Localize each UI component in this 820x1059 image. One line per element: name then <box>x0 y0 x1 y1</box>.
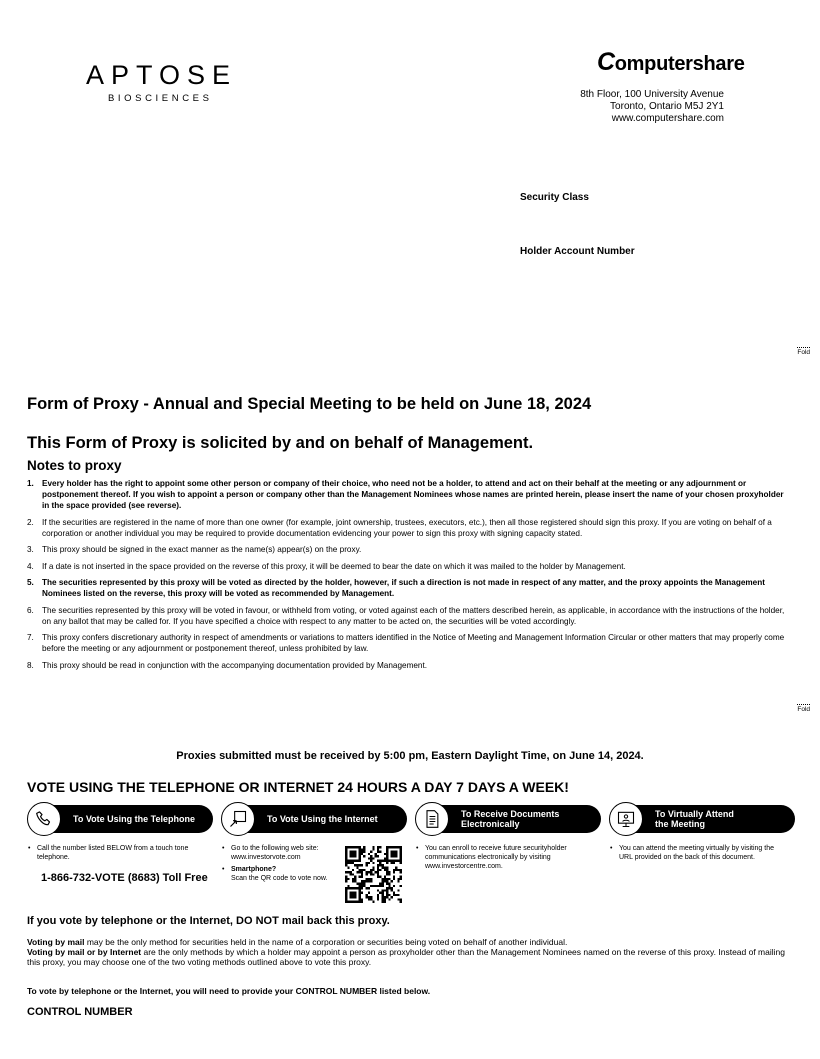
note-number: 5. <box>27 578 34 587</box>
note-item <box>27 544 787 555</box>
vote-phone-banner <box>43 805 213 833</box>
control-instruction: To vote by telephone or the Internet, you will need to provide your CONTROL NUMBER listed below. <box>27 986 431 996</box>
aptose-subtitle: BIOSCIENCES <box>108 93 213 104</box>
deadline-notice: Proxies submitted must be received by 5:00 pm, Eastern Daylight Time, on June 14, 2024. <box>176 750 644 762</box>
aptose-logo <box>86 60 266 104</box>
smartphone-title: Smartphone? <box>231 866 277 873</box>
computershare-logo <box>597 48 745 77</box>
smartphone-text: Scan the QR code to vote now. <box>231 875 328 882</box>
agent-address <box>580 89 724 125</box>
note-item <box>27 632 787 654</box>
qr-code[interactable] <box>345 846 402 903</box>
vote-heading: VOTE USING THE TELEPHONE OR INTERNET 24 HOURS A DAY 7 DAYS A WEEK! <box>27 779 569 795</box>
note-item <box>27 561 787 572</box>
cursor-click-icon <box>221 802 255 836</box>
note-text: If the securities are registered in the name of more than one owner (for example, joint ownership, trustees, executors, etc.), then all those registered should sign this proxy. If you are voting on behalf of a corporation or another individual you may be required to provide documentation evidencing your power to sign this proxy with signing capacity stated. <box>42 517 772 538</box>
vote-phone-bullet: • Call the number listed BELOW from a touch tone telephone. <box>27 844 213 862</box>
form-subtitle: This Form of Proxy is solicited by and on behalf of Management. <box>27 434 534 452</box>
virtual-meeting-banner <box>625 805 795 833</box>
note-item <box>27 660 787 671</box>
computershare-logo-initial: C <box>597 48 615 76</box>
note-text: The securities represented by this proxy will be voted in favour, or withheld from voting, or voted against each of the matters described herein, as applicable, in accordance with the instructions of the holder, on any ballot that may be called for. If you have specified a choice with respect to any matter to be acted on, the securities will be voted accordingly. <box>42 605 785 626</box>
note-text: Every holder has the right to appoint some other person or company of their choice, who need not be a holder, to attend and act on their behalf at the meeting or any adjournment or postponement thereof. If you wish to appoint a person or company other than the Management Nominees whose names are printed herein, please insert the name of your chosen proxyholder in the space provided (see reverse). <box>42 479 784 510</box>
vote-internet-bullet: • Go to the following web site: www.investorvote.com <box>221 844 339 862</box>
mail-text: are the only methods by which a holder may appoint a person as proxyholder other than the Management Nominees named on the reverse of this proxy. Instead of mailing this proxy, you may choose one of the two voting methods outlined above to vote this proxy. <box>27 947 785 967</box>
note-item <box>27 577 787 599</box>
note-text: This proxy should be read in conjunction with the accompanying documentation provided by Management. <box>42 660 428 670</box>
documents-bullet: • You can enroll to receive future securityholder communications electronically by visiting www.investorcentre.com. <box>415 844 585 871</box>
mail-text: may be the only method for securities held in the name of a corporation or securities being voted on behalf of another individual. <box>84 937 568 947</box>
note-text: This proxy should be signed in the exact manner as the name(s) appear(s) on the proxy. <box>42 545 362 554</box>
note-number: 1. <box>27 479 34 488</box>
notes-list <box>27 478 787 676</box>
mail-lead: Voting by mail or by Internet <box>27 947 142 957</box>
notes-heading: Notes to proxy <box>27 458 122 473</box>
note-item <box>27 517 787 539</box>
documents-banner <box>431 805 601 833</box>
note-text: If a date is not inserted in the space provided on the reverse of this proxy, it will be deemed to bear the date on which it was mailed to the holder by Management. <box>42 561 626 571</box>
computer-user-icon <box>609 802 643 836</box>
mail-lead: Voting by mail <box>27 937 85 947</box>
documents-title-line: Electronically <box>461 819 520 829</box>
computershare-logo-text: omputershare <box>614 53 745 75</box>
note-number: 4. <box>27 561 34 571</box>
fold-mark: Fold <box>797 706 810 713</box>
form-title: Form of Proxy - Annual and Special Meeting to be held on June 18, 2024 <box>27 395 592 413</box>
note-number: 3. <box>27 545 34 554</box>
mail-warning: If you vote by telephone or the Internet, DO NOT mail back this proxy. <box>27 915 390 927</box>
address-line: 8th Floor, 100 University Avenue <box>580 89 724 100</box>
virtual-title-line: the Meeting <box>655 819 706 829</box>
virtual-meeting-bullet: • You can attend the meeting virtually by visiting the URL provided on the back of this document. <box>609 844 784 862</box>
holder-account-label: Holder Account Number <box>520 246 635 257</box>
vote-internet-banner <box>237 805 407 833</box>
documents-section <box>415 805 601 871</box>
address-line: Toronto, Ontario M5J 2Y1 <box>610 101 724 112</box>
fold-mark: Fold <box>797 349 810 356</box>
note-item <box>27 605 787 627</box>
vote-phone-title: To Vote Using the Telephone <box>73 814 196 824</box>
note-item <box>27 478 787 511</box>
documents-title <box>461 809 559 829</box>
note-number: 2. <box>27 517 34 527</box>
telephone-icon <box>27 802 61 836</box>
aptose-wordmark: APTOSE <box>86 60 238 90</box>
security-class-label: Security Class <box>520 192 589 203</box>
documents-title-line: To Receive Documents <box>461 809 560 819</box>
document-icon <box>415 802 449 836</box>
note-text: The securities represented by this proxy will be voted as directed by the holder, however, if such a direction is not made in respect of any matter, and the proxy appoints the Management Nominees listed on the reverse, this proxy will be voted as recommended by Management. <box>42 578 765 598</box>
control-number-label: CONTROL NUMBER <box>27 1006 133 1018</box>
virtual-meeting-title <box>655 809 734 829</box>
address-website: www.computershare.com <box>611 113 724 124</box>
virtual-meeting-section <box>609 805 795 862</box>
mail-paragraph <box>27 937 792 967</box>
note-number: 6. <box>27 605 34 615</box>
vote-phone-section <box>27 805 213 884</box>
note-number: 7. <box>27 633 34 642</box>
phone-number[interactable]: 1-866-732-VOTE (8683) Toll Free <box>41 872 208 884</box>
vote-internet-title: To Vote Using the Internet <box>267 814 378 824</box>
smartphone-bullet <box>221 865 339 883</box>
note-number: 8. <box>27 660 34 670</box>
virtual-title-line: To Virtually Attend <box>655 809 734 819</box>
note-text: This proxy confers discretionary authority in respect of amendments or variations to matters identified in the Notice of Meeting and Management Information Circular or other matters that may properly come before the meeting or any adjournment or postponement thereof, unless prohibited by law. <box>42 633 785 653</box>
